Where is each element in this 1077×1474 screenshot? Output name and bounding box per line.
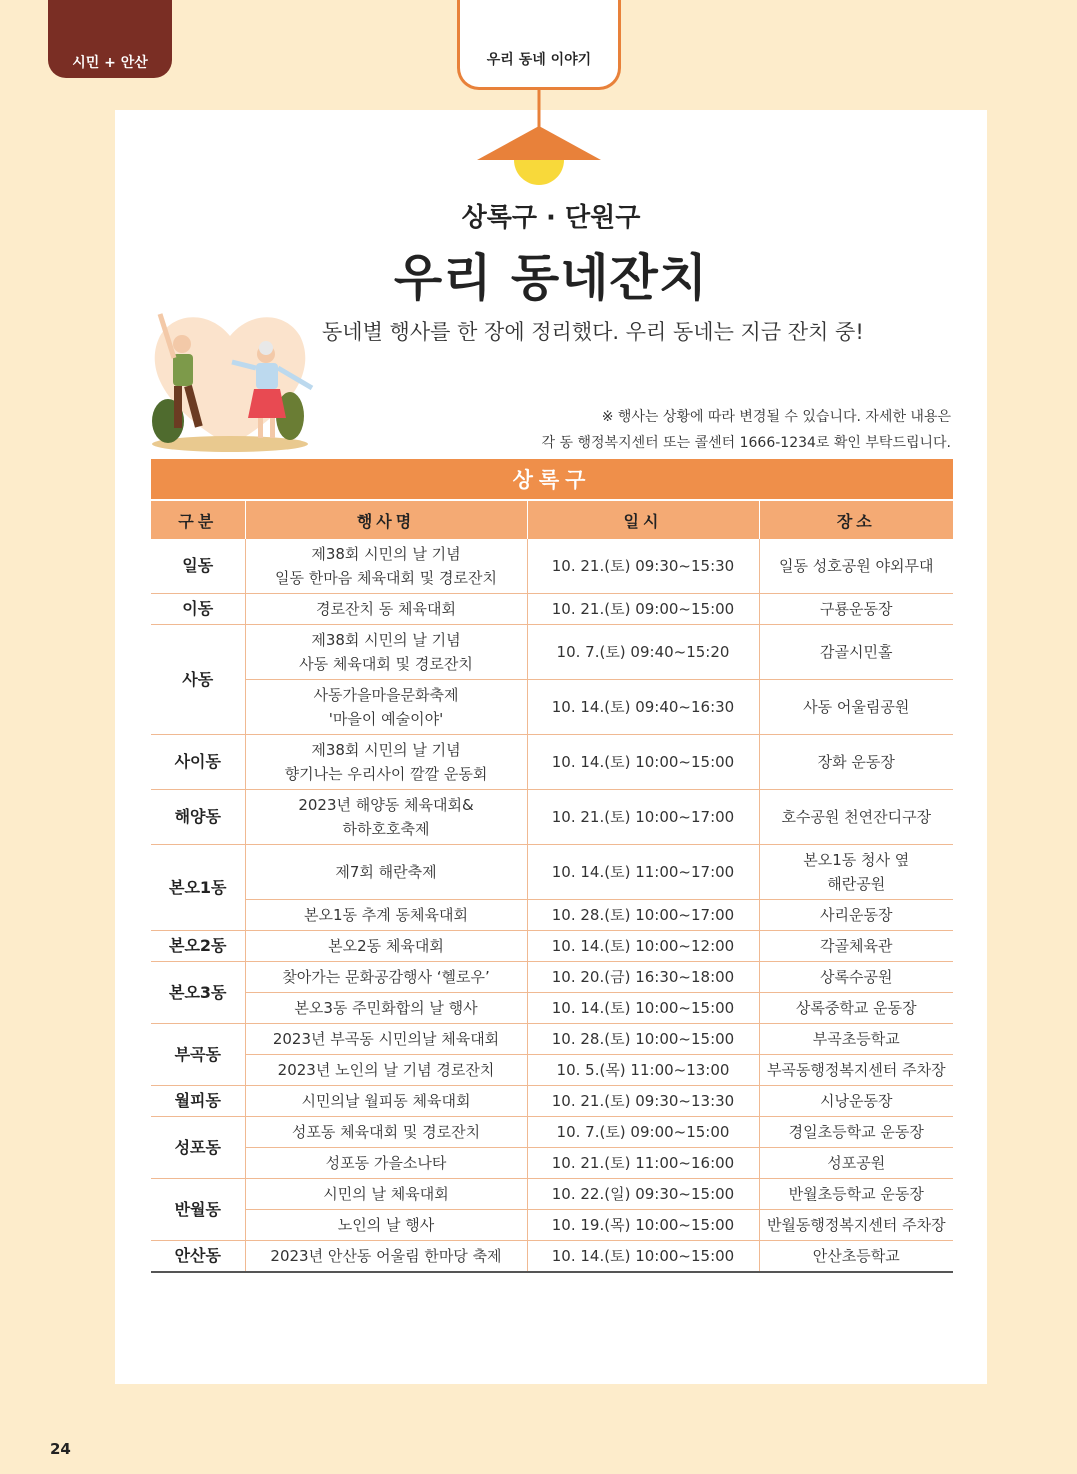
place-line: 상록수공원	[820, 968, 893, 986]
events-table	[151, 459, 953, 1273]
table-row	[151, 962, 953, 993]
place-cell	[759, 1024, 953, 1055]
date-cell: 10. 7.(토) 09:00~15:00	[527, 1117, 759, 1148]
dong-cell: 반월동	[151, 1179, 245, 1241]
place-line: 감골시민홀	[820, 643, 893, 661]
table-row	[151, 790, 953, 845]
place-cell	[759, 962, 953, 993]
event-cell	[245, 539, 527, 594]
place-line: 반월초등학교 운동장	[788, 1185, 924, 1203]
table-row	[151, 1148, 953, 1179]
column-header-division: 구분	[151, 500, 245, 539]
event-line: 성포동 가을소나타	[325, 1154, 447, 1172]
table-row	[151, 900, 953, 931]
column-header-place: 장소	[759, 500, 953, 539]
date-cell: 10. 14.(토) 09:40~16:30	[527, 680, 759, 735]
place-cell	[759, 993, 953, 1024]
table-row	[151, 1024, 953, 1055]
event-line: 제7회 해란축제	[335, 863, 437, 881]
table-row	[151, 735, 953, 790]
event-line: 2023년 노인의 날 기념 경로잔치	[277, 1061, 495, 1079]
place-line: 상록중학교 운동장	[795, 999, 917, 1017]
place-line: 본오1동 청사 옆	[803, 851, 910, 869]
dong-cell: 부곡동	[151, 1024, 245, 1086]
notice	[542, 404, 951, 456]
place-line: 일동 성호공원 야외무대	[779, 557, 934, 575]
place-cell	[759, 1086, 953, 1117]
event-line: 본오1동 추계 동체육대회	[304, 906, 468, 924]
event-cell	[245, 900, 527, 931]
date-cell: 10. 28.(토) 10:00~17:00	[527, 900, 759, 931]
event-cell	[245, 1179, 527, 1210]
event-line: 사동 체육대회 및 경로잔치	[299, 655, 473, 673]
table-row	[151, 680, 953, 735]
notice-line: ※ 행사는 상황에 따라 변경될 수 있습니다. 자세한 내용은	[601, 409, 951, 425]
place-line: 사리운동장	[820, 906, 893, 924]
event-cell	[245, 931, 527, 962]
table-row	[151, 1117, 953, 1148]
place-line: 경일초등학교 운동장	[788, 1123, 924, 1141]
event-line: 본오2동 체육대회	[328, 937, 444, 955]
place-line: 시낭운동장	[820, 1092, 893, 1110]
column-header-event: 행사명	[245, 500, 527, 539]
table-row	[151, 993, 953, 1024]
dancing-couple-illustration	[140, 296, 320, 456]
event-line: 제38회 시민의 날 기념	[311, 545, 461, 563]
place-line: 호수공원 천연잔디구장	[781, 808, 932, 826]
date-cell: 10. 5.(목) 11:00~13:00	[527, 1055, 759, 1086]
date-cell: 10. 7.(토) 09:40~15:20	[527, 625, 759, 680]
dong-cell: 사이동	[151, 735, 245, 790]
place-line: 반월동행정복지센터 주차장	[766, 1216, 946, 1234]
dong-cell: 본오3동	[151, 962, 245, 1024]
place-cell	[759, 1241, 953, 1273]
event-line: 성포동 체육대회 및 경로잔치	[291, 1123, 481, 1141]
place-line: 부곡동행정복지센터 주차장	[766, 1061, 946, 1079]
table-row	[151, 931, 953, 962]
dong-cell: 사동	[151, 625, 245, 735]
date-cell: 10. 14.(토) 10:00~12:00	[527, 931, 759, 962]
event-line: 향기나는 우리사이 깔깔 운동회	[284, 765, 488, 783]
table-row	[151, 1086, 953, 1117]
event-cell	[245, 1241, 527, 1273]
place-line: 부곡초등학교	[812, 1030, 900, 1048]
event-line: 2023년 부곡동 시민의날 체육대회	[272, 1030, 500, 1048]
event-cell	[245, 1055, 527, 1086]
place-cell	[759, 680, 953, 735]
event-line: 제38회 시민의 날 기념	[311, 631, 461, 649]
event-cell	[245, 625, 527, 680]
date-cell: 10. 21.(토) 09:00~15:00	[527, 594, 759, 625]
event-line: 본오3동 주민화합의 날 행사	[294, 999, 478, 1017]
place-cell	[759, 539, 953, 594]
place-cell	[759, 594, 953, 625]
dong-cell: 해양동	[151, 790, 245, 845]
place-cell	[759, 625, 953, 680]
place-cell	[759, 931, 953, 962]
event-cell	[245, 1117, 527, 1148]
event-line: 시민의날 월피동 체육대회	[301, 1092, 471, 1110]
place-line: 해란공원	[827, 875, 886, 893]
table-row	[151, 1179, 953, 1210]
date-cell: 10. 28.(토) 10:00~15:00	[527, 1024, 759, 1055]
place-line: 구룡운동장	[820, 600, 893, 618]
dong-cell: 월피동	[151, 1086, 245, 1117]
place-line: 성포공원	[827, 1154, 886, 1172]
page-title: 우리 동네잔치	[393, 249, 709, 307]
event-line: 하하호호축제	[342, 820, 430, 838]
place-line: 장화 운동장	[817, 753, 895, 771]
date-cell: 10. 14.(토) 10:00~15:00	[527, 735, 759, 790]
date-cell: 10. 21.(토) 09:30~13:30	[527, 1086, 759, 1117]
table-row	[151, 539, 953, 594]
date-cell: 10. 22.(일) 09:30~15:00	[527, 1179, 759, 1210]
event-cell	[245, 735, 527, 790]
event-line: 제38회 시민의 날 기념	[311, 741, 461, 759]
dong-cell: 본오2동	[151, 931, 245, 962]
place-cell	[759, 790, 953, 845]
event-cell	[245, 962, 527, 993]
date-cell: 10. 21.(토) 10:00~17:00	[527, 790, 759, 845]
place-line: 각골체육관	[820, 937, 893, 955]
place-cell	[759, 1055, 953, 1086]
event-cell	[245, 1210, 527, 1241]
dong-cell: 이동	[151, 594, 245, 625]
event-line: 2023년 안산동 어울림 한마당 축제	[270, 1247, 502, 1265]
event-cell	[245, 1086, 527, 1117]
table-row	[151, 625, 953, 680]
date-cell: 10. 21.(토) 09:30~15:30	[527, 539, 759, 594]
date-cell: 10. 14.(토) 10:00~15:00	[527, 1241, 759, 1273]
dong-cell: 일동	[151, 539, 245, 594]
table-row	[151, 1241, 953, 1273]
notice-line: 각 동 행정복지센터 또는 콜센터 1666-1234로 확인 부탁드립니다.	[541, 435, 951, 451]
event-cell	[245, 845, 527, 900]
event-line: '마을이 예술이야'	[328, 710, 444, 728]
event-cell	[245, 680, 527, 735]
event-line: 일동 한마음 체육대회 및 경로잔치	[275, 569, 497, 587]
corner-tab-label: 시민 + 안산	[72, 55, 148, 71]
corner-tab	[48, 0, 172, 78]
region-header: 상록구	[151, 459, 953, 500]
date-cell: 10. 14.(토) 10:00~15:00	[527, 993, 759, 1024]
tagline: 동네별 행사를 한 장에 정리했다. 우리 동네는 지금 잔치 중!	[322, 320, 864, 344]
place-cell	[759, 1179, 953, 1210]
place-line: 사동 어울림공원	[803, 698, 910, 716]
event-line: 노인의 날 행사	[337, 1216, 435, 1234]
event-cell	[245, 594, 527, 625]
event-cell	[245, 790, 527, 845]
table-row	[151, 1210, 953, 1241]
event-line: 2023년 해양동 체육대회&	[298, 796, 474, 814]
section-tab-label: 우리 동네 이야기	[486, 51, 592, 68]
place-cell	[759, 1210, 953, 1241]
place-line: 안산초등학교	[812, 1247, 900, 1265]
date-cell: 10. 20.(금) 16:30~18:00	[527, 962, 759, 993]
column-header-date: 일시	[527, 500, 759, 539]
place-cell	[759, 1117, 953, 1148]
table-row	[151, 594, 953, 625]
place-cell	[759, 735, 953, 790]
table-row	[151, 845, 953, 900]
place-cell	[759, 1148, 953, 1179]
date-cell: 10. 21.(토) 11:00~16:00	[527, 1148, 759, 1179]
page-subtitle: 상록구 · 단원구	[461, 203, 641, 233]
place-cell	[759, 845, 953, 900]
page-number: 24	[50, 1440, 71, 1458]
event-line: 찾아가는 문화공감행사 ‘헬로우’	[282, 968, 490, 986]
event-line: 경로잔치 동 체육대회	[316, 600, 456, 618]
dong-cell: 본오1동	[151, 845, 245, 931]
event-cell	[245, 1024, 527, 1055]
event-cell	[245, 993, 527, 1024]
place-cell	[759, 900, 953, 931]
dong-cell: 성포동	[151, 1117, 245, 1179]
date-cell: 10. 14.(토) 11:00~17:00	[527, 845, 759, 900]
table-row	[151, 1055, 953, 1086]
events-table-body	[151, 539, 953, 1272]
event-line: 시민의 날 체육대회	[323, 1185, 449, 1203]
event-line: 사동가을마을문화축제	[313, 686, 459, 704]
dong-cell: 안산동	[151, 1241, 245, 1273]
event-cell	[245, 1148, 527, 1179]
section-tab	[457, 0, 621, 90]
date-cell: 10. 19.(목) 10:00~15:00	[527, 1210, 759, 1241]
